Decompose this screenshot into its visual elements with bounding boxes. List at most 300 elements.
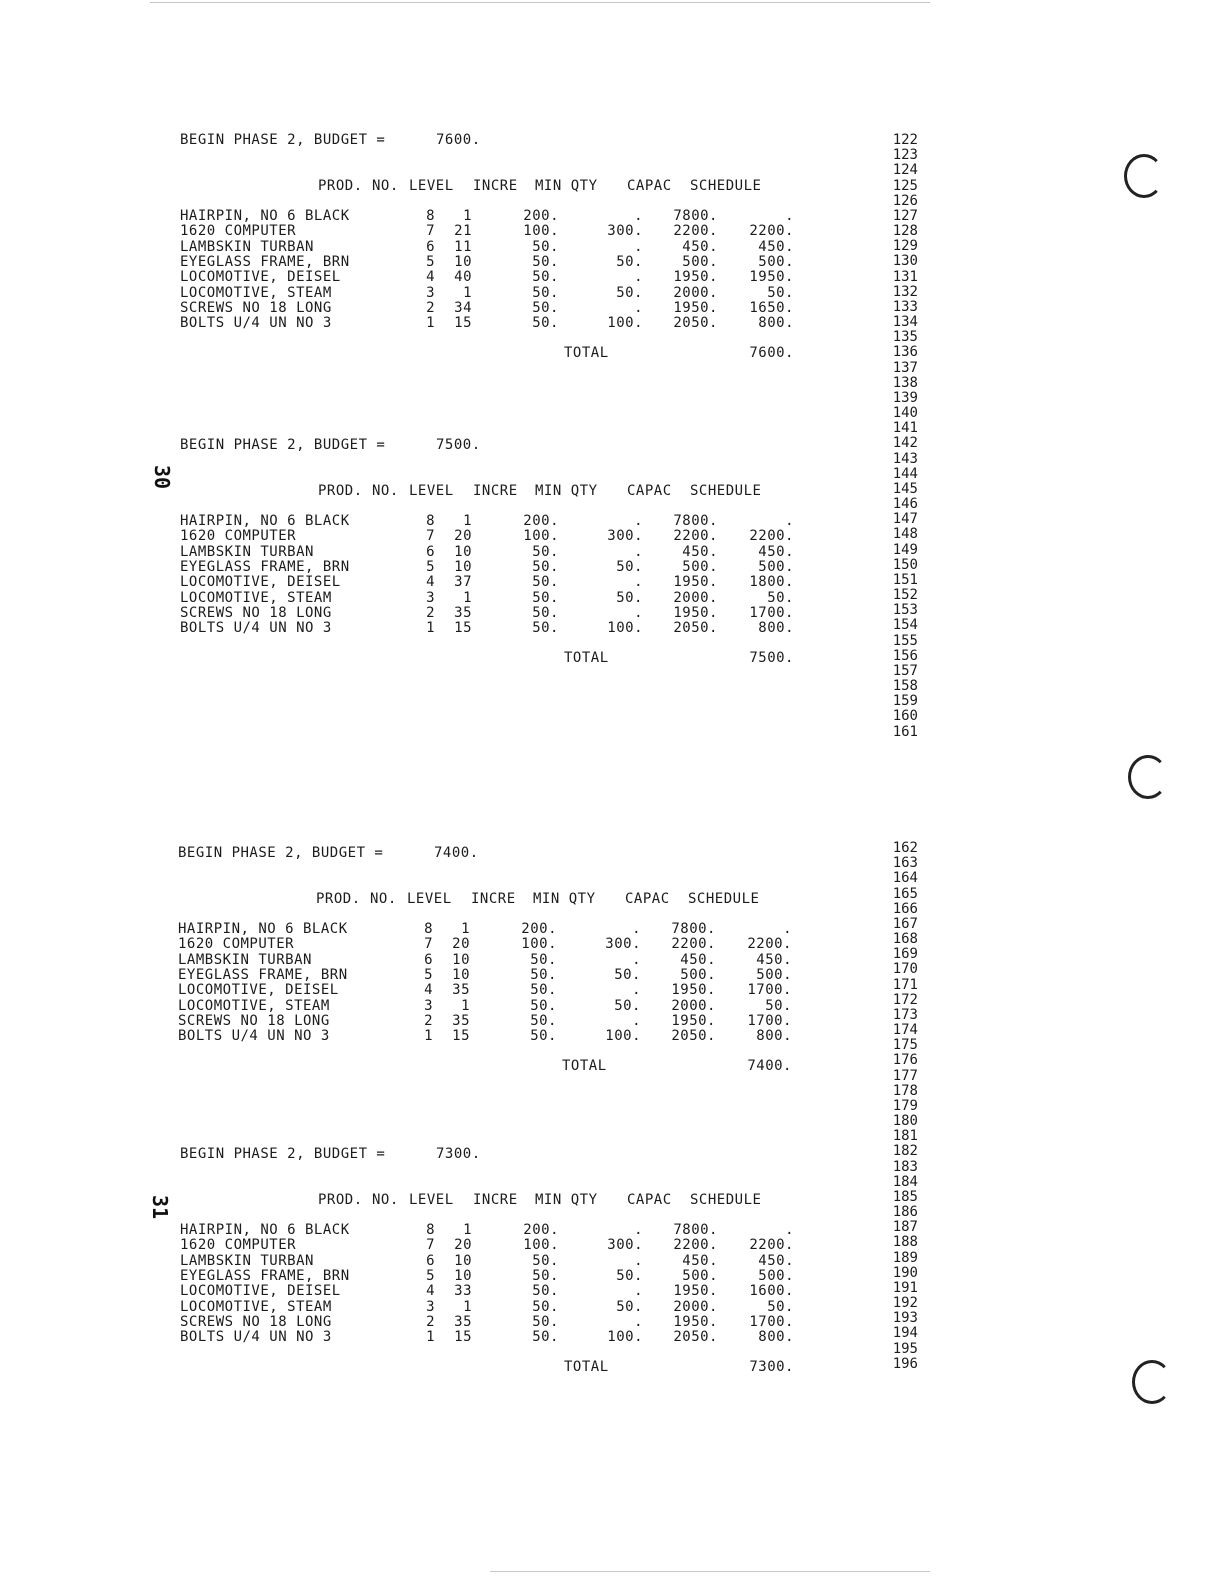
cell-capac: 2200. — [671, 936, 716, 953]
product-name: HAIRPIN, NO 6 BLACK — [178, 921, 348, 937]
cell-incre: 50. — [532, 1252, 559, 1269]
column-header: INCRE — [473, 1192, 518, 1208]
table-row — [180, 513, 800, 529]
cell-level: 35 — [454, 1313, 472, 1330]
cell-schedule: 1950. — [749, 269, 794, 286]
phase-heading-label: BEGIN PHASE 2, BUDGET = — [180, 1146, 386, 1162]
column-header: NO. — [372, 483, 399, 499]
line-number: 159 — [892, 693, 918, 710]
table-row — [180, 269, 800, 285]
table-row — [180, 1329, 800, 1345]
total-value: 7400. — [747, 1058, 792, 1074]
column-header: MIN QTY — [533, 891, 596, 907]
line-number: 190 — [892, 1264, 918, 1281]
table-row — [180, 315, 800, 331]
cell-incre: 100. — [523, 223, 559, 240]
table-row — [178, 998, 798, 1014]
cell-no: 3 — [426, 284, 435, 301]
cell-no: 7 — [426, 223, 435, 240]
line-number: 183 — [892, 1158, 918, 1175]
cell-no: 7 — [426, 528, 435, 545]
line-number: 124 — [892, 162, 918, 179]
product-name: LOCOMOTIVE, DEISEL — [180, 574, 341, 591]
line-number: 129 — [892, 238, 918, 255]
cell-min-qty: 50. — [616, 284, 643, 301]
cell-capac: 1950. — [673, 1313, 718, 1330]
column-header: PROD. — [316, 891, 361, 907]
cell-level: 15 — [452, 1028, 470, 1045]
column-header: SCHEDULE — [690, 178, 762, 194]
cell-min-qty: . — [634, 208, 643, 224]
punch-hole — [1132, 1360, 1172, 1404]
line-number: 143 — [892, 450, 918, 467]
phase-heading-label: BEGIN PHASE 2, BUDGET = — [178, 845, 384, 861]
column-header: SCHEDULE — [690, 483, 762, 499]
product-name: LAMBSKIN TURBAN — [178, 951, 312, 968]
table-row — [180, 620, 800, 636]
cell-level: 15 — [454, 315, 472, 332]
line-number: 180 — [892, 1113, 918, 1130]
total-row — [180, 1359, 800, 1375]
cell-capac: 500. — [682, 1267, 718, 1284]
cell-no: 7 — [424, 936, 433, 953]
cell-capac: 1950. — [671, 982, 716, 999]
margin-page-mark: 31 — [148, 1194, 173, 1220]
line-number: 150 — [892, 556, 918, 573]
product-name: LOCOMOTIVE, STEAM — [180, 284, 332, 301]
line-number: 165 — [892, 885, 918, 902]
cell-min-qty: . — [634, 513, 643, 529]
product-name: BOLTS U/4 UN NO 3 — [178, 1028, 330, 1045]
line-number: 178 — [892, 1082, 918, 1099]
cell-level: 15 — [454, 620, 472, 637]
product-name: SCREWS NO 18 LONG — [180, 1313, 332, 1330]
cell-level: 10 — [454, 558, 472, 575]
line-number: 125 — [892, 177, 918, 194]
cell-capac: 2050. — [673, 620, 718, 637]
cell-min-qty: 50. — [616, 558, 643, 575]
line-number: 182 — [892, 1143, 918, 1160]
cell-level: 10 — [454, 253, 472, 270]
total-row — [178, 1058, 798, 1074]
line-number: 158 — [892, 678, 918, 695]
line-number: 141 — [892, 420, 918, 437]
cell-incre: 100. — [523, 528, 559, 545]
cell-min-qty: 300. — [607, 528, 643, 545]
product-name: LOCOMOTIVE, DEISEL — [180, 1283, 341, 1300]
line-number: 153 — [892, 602, 918, 619]
total-label: TOTAL — [562, 1058, 607, 1074]
column-header: SCHEDULE — [688, 891, 760, 907]
cell-schedule: 450. — [758, 238, 794, 255]
cell-schedule: . — [783, 921, 792, 937]
column-header: INCRE — [473, 178, 518, 194]
line-number: 144 — [892, 465, 918, 482]
line-number: 176 — [892, 1052, 918, 1069]
phase-heading — [180, 1146, 481, 1162]
line-number: 137 — [892, 359, 918, 376]
cell-incre: 50. — [532, 253, 559, 270]
product-name: LAMBSKIN TURBAN — [180, 543, 314, 560]
product-name: BOLTS U/4 UN NO 3 — [180, 315, 332, 332]
table-row — [180, 590, 800, 606]
cell-no: 7 — [426, 1237, 435, 1254]
product-name: 1620 COMPUTER — [180, 528, 297, 545]
product-name: LOCOMOTIVE, DEISEL — [180, 269, 341, 286]
column-header: LEVEL — [409, 1192, 454, 1208]
product-name: LOCOMOTIVE, STEAM — [180, 1298, 332, 1315]
column-header: CAPAC — [627, 483, 672, 499]
cell-schedule: 1800. — [749, 574, 794, 591]
line-number: 168 — [892, 931, 918, 948]
line-number: 134 — [892, 314, 918, 331]
cell-no: 4 — [426, 269, 435, 286]
table-row — [180, 1222, 800, 1238]
cell-schedule: 2200. — [749, 528, 794, 545]
cell-incre: 50. — [530, 951, 557, 968]
cell-capac: 7800. — [673, 513, 718, 529]
product-name: BOLTS U/4 UN NO 3 — [180, 1329, 332, 1346]
cell-schedule: 500. — [758, 558, 794, 575]
cell-min-qty: . — [632, 1012, 641, 1029]
total-value: 7300. — [749, 1359, 794, 1375]
product-name: SCREWS NO 18 LONG — [180, 604, 332, 621]
cell-incre: 50. — [530, 1012, 557, 1029]
cell-capac: 2000. — [671, 997, 716, 1014]
product-name: EYEGLASS FRAME, BRN — [178, 966, 348, 983]
cell-capac: 2200. — [673, 528, 718, 545]
line-number: 160 — [892, 708, 918, 725]
cell-capac: 1950. — [673, 604, 718, 621]
cell-schedule: 800. — [758, 620, 794, 637]
line-number: 171 — [892, 976, 918, 993]
cell-level: 34 — [454, 299, 472, 316]
table-row — [178, 921, 798, 937]
cell-schedule: 500. — [758, 253, 794, 270]
cell-schedule: 450. — [756, 951, 792, 968]
budget-value: 7600. — [436, 132, 481, 148]
cell-level: 37 — [454, 574, 472, 591]
column-header: LEVEL — [407, 891, 452, 907]
cell-level: 10 — [454, 1252, 472, 1269]
cell-incre: 50. — [532, 574, 559, 591]
cell-schedule: 2200. — [749, 1237, 794, 1254]
budget-value: 7300. — [436, 1146, 481, 1162]
line-number: 195 — [892, 1340, 918, 1357]
cell-level: 35 — [454, 604, 472, 621]
cell-level: 20 — [454, 1237, 472, 1254]
table-row — [180, 528, 800, 544]
cell-capac: 2000. — [673, 1298, 718, 1315]
cell-level: 1 — [461, 921, 470, 937]
line-number: 173 — [892, 1006, 918, 1023]
column-header: CAPAC — [625, 891, 670, 907]
cell-no: 1 — [424, 1028, 433, 1045]
product-name: LOCOMOTIVE, STEAM — [180, 589, 332, 606]
cell-incre: 50. — [532, 604, 559, 621]
cell-incre: 50. — [530, 982, 557, 999]
cell-no: 4 — [424, 982, 433, 999]
line-number: 154 — [892, 617, 918, 634]
product-name: HAIRPIN, NO 6 BLACK — [180, 208, 350, 224]
column-header: NO. — [372, 1192, 399, 1208]
line-number: 156 — [892, 647, 918, 664]
cell-incre: 50. — [530, 997, 557, 1014]
cell-no: 6 — [426, 543, 435, 560]
cell-level: 1 — [463, 284, 472, 301]
cell-no: 6 — [426, 238, 435, 255]
product-name: 1620 COMPUTER — [180, 1237, 297, 1254]
table-row — [180, 1299, 800, 1315]
cell-schedule: 800. — [758, 1329, 794, 1346]
table-row — [180, 208, 800, 224]
line-number: 188 — [892, 1234, 918, 1251]
cell-level: 1 — [463, 208, 472, 224]
line-number: 179 — [892, 1097, 918, 1114]
cell-min-qty: 50. — [616, 1298, 643, 1315]
column-header: NO. — [372, 178, 399, 194]
column-header: NO. — [370, 891, 397, 907]
cell-level: 1 — [463, 589, 472, 606]
cell-capac: 450. — [682, 1252, 718, 1269]
phase-heading — [180, 437, 481, 453]
product-name: LAMBSKIN TURBAN — [180, 238, 314, 255]
cell-capac: 450. — [682, 238, 718, 255]
cell-schedule: 1650. — [749, 299, 794, 316]
table-row — [178, 936, 798, 952]
cell-incre: 200. — [523, 1222, 559, 1238]
line-number: 130 — [892, 253, 918, 270]
cell-min-qty: . — [634, 1313, 643, 1330]
cell-incre: 50. — [530, 966, 557, 983]
cell-min-qty: 100. — [607, 315, 643, 332]
cell-incre: 50. — [532, 1267, 559, 1284]
cell-incre: 100. — [521, 936, 557, 953]
column-header: LEVEL — [409, 483, 454, 499]
cell-incre: 50. — [532, 269, 559, 286]
line-number: 155 — [892, 632, 918, 649]
line-number: 122 — [892, 132, 918, 148]
cell-schedule: 1700. — [747, 1012, 792, 1029]
total-row — [180, 345, 800, 361]
product-name: 1620 COMPUTER — [180, 223, 297, 240]
line-number: 191 — [892, 1279, 918, 1296]
cell-incre: 50. — [532, 620, 559, 637]
product-name: BOLTS U/4 UN NO 3 — [180, 620, 332, 637]
line-number: 169 — [892, 946, 918, 963]
column-header: PROD. — [318, 178, 363, 194]
cell-capac: 2050. — [673, 315, 718, 332]
cell-min-qty: 100. — [607, 620, 643, 637]
cell-min-qty: 50. — [616, 1267, 643, 1284]
cell-capac: 500. — [682, 558, 718, 575]
cell-no: 5 — [424, 966, 433, 983]
cell-min-qty: . — [632, 982, 641, 999]
column-header: PROD. — [318, 1192, 363, 1208]
cell-no: 8 — [426, 1222, 435, 1238]
column-header: MIN QTY — [535, 178, 598, 194]
punch-hole — [1124, 154, 1164, 198]
cell-incre: 50. — [530, 1028, 557, 1045]
line-number: 185 — [892, 1188, 918, 1205]
cell-capac: 500. — [680, 966, 716, 983]
cell-level: 35 — [452, 1012, 470, 1029]
line-number: 145 — [892, 480, 918, 497]
table-row — [180, 1253, 800, 1269]
product-name: EYEGLASS FRAME, BRN — [180, 253, 350, 270]
cell-no: 2 — [426, 299, 435, 316]
table-row — [180, 605, 800, 621]
line-number: 147 — [892, 511, 918, 528]
cell-incre: 50. — [532, 1298, 559, 1315]
cell-no: 4 — [426, 574, 435, 591]
table-row — [180, 285, 800, 301]
cell-min-qty: . — [632, 921, 641, 937]
cell-min-qty: 300. — [607, 1237, 643, 1254]
line-number: 152 — [892, 587, 918, 604]
cell-level: 1 — [463, 1222, 472, 1238]
line-number: 196 — [892, 1355, 918, 1372]
cell-capac: 2050. — [671, 1028, 716, 1045]
line-number: 193 — [892, 1310, 918, 1327]
table-row — [180, 239, 800, 255]
cell-capac: 1950. — [671, 1012, 716, 1029]
cell-schedule: 800. — [756, 1028, 792, 1045]
cell-no: 3 — [426, 589, 435, 606]
table-row — [178, 967, 798, 983]
cell-min-qty: 100. — [605, 1028, 641, 1045]
cell-capac: 1950. — [673, 299, 718, 316]
product-name: SCREWS NO 18 LONG — [178, 1012, 330, 1029]
cell-schedule: 450. — [758, 1252, 794, 1269]
cell-incre: 50. — [532, 1313, 559, 1330]
cell-capac: 1950. — [673, 269, 718, 286]
cell-no: 1 — [426, 315, 435, 332]
table-row — [180, 574, 800, 590]
cell-capac: 7800. — [671, 921, 716, 937]
phase-heading — [178, 845, 479, 861]
line-number: 127 — [892, 207, 918, 224]
cell-min-qty: . — [634, 543, 643, 560]
cell-schedule: 2200. — [749, 223, 794, 240]
product-name: EYEGLASS FRAME, BRN — [180, 558, 350, 575]
table-row — [180, 1314, 800, 1330]
cell-level: 10 — [454, 543, 472, 560]
line-number: 148 — [892, 526, 918, 543]
cell-no: 2 — [426, 604, 435, 621]
cell-schedule: 1700. — [747, 982, 792, 999]
line-number: 149 — [892, 541, 918, 558]
product-name: LOCOMOTIVE, STEAM — [178, 997, 330, 1014]
line-number: 146 — [892, 496, 918, 513]
cell-incre: 50. — [532, 299, 559, 316]
column-header: MIN QTY — [535, 1192, 598, 1208]
cell-incre: 100. — [523, 1237, 559, 1254]
cell-capac: 2000. — [673, 284, 718, 301]
cell-no: 4 — [426, 1283, 435, 1300]
cell-min-qty: . — [634, 1283, 643, 1300]
phase-heading-label: BEGIN PHASE 2, BUDGET = — [180, 132, 386, 148]
line-number: 139 — [892, 389, 918, 406]
line-number: 126 — [892, 192, 918, 209]
line-number: 194 — [892, 1325, 918, 1342]
line-number: 192 — [892, 1295, 918, 1312]
punch-hole — [1128, 755, 1168, 799]
cell-min-qty: 50. — [616, 253, 643, 270]
product-name: LAMBSKIN TURBAN — [180, 1252, 314, 1269]
cell-min-qty: . — [634, 238, 643, 255]
cell-capac: 7800. — [673, 208, 718, 224]
cell-capac: 500. — [682, 253, 718, 270]
cell-schedule: 1600. — [749, 1283, 794, 1300]
total-label: TOTAL — [564, 1359, 609, 1375]
cell-schedule: . — [785, 208, 794, 224]
budget-value: 7400. — [434, 845, 479, 861]
cell-capac: 1950. — [673, 1283, 718, 1300]
cell-incre: 50. — [532, 315, 559, 332]
table-row — [180, 254, 800, 270]
line-number: 186 — [892, 1204, 918, 1221]
line-number: 136 — [892, 344, 918, 361]
line-number: 135 — [892, 329, 918, 346]
total-row — [180, 650, 800, 666]
cell-no: 2 — [424, 1012, 433, 1029]
cell-no: 1 — [426, 1329, 435, 1346]
total-value: 7500. — [749, 650, 794, 666]
cell-incre: 200. — [521, 921, 557, 937]
cell-schedule: . — [785, 513, 794, 529]
line-number: 189 — [892, 1249, 918, 1266]
line-number: 132 — [892, 283, 918, 300]
line-number: 138 — [892, 374, 918, 391]
cell-min-qty: . — [634, 574, 643, 591]
cell-no: 8 — [424, 921, 433, 937]
line-number: 177 — [892, 1067, 918, 1084]
cell-min-qty: 50. — [614, 997, 641, 1014]
cell-capac: 2200. — [673, 223, 718, 240]
cell-no: 6 — [424, 951, 433, 968]
cell-schedule: 50. — [767, 1298, 794, 1315]
cell-no: 8 — [426, 208, 435, 224]
product-name: 1620 COMPUTER — [178, 936, 295, 953]
cell-schedule: 1700. — [749, 604, 794, 621]
cell-incre: 50. — [532, 238, 559, 255]
cell-level: 10 — [454, 1267, 472, 1284]
column-header: PROD. — [318, 483, 363, 499]
column-header: INCRE — [473, 483, 518, 499]
cell-no: 6 — [426, 1252, 435, 1269]
line-number: 164 — [892, 870, 918, 887]
cell-level: 11 — [454, 238, 472, 255]
total-value: 7600. — [749, 345, 794, 361]
cell-schedule: 800. — [758, 315, 794, 332]
line-number: 133 — [892, 298, 918, 315]
table-row — [178, 982, 798, 998]
table-row — [178, 1013, 798, 1029]
cell-no: 5 — [426, 1267, 435, 1284]
paper-edge-top — [150, 2, 930, 3]
line-number: 131 — [892, 268, 918, 285]
budget-value: 7500. — [436, 437, 481, 453]
cell-level: 1 — [463, 513, 472, 529]
total-label: TOTAL — [564, 345, 609, 361]
phase-heading — [180, 132, 481, 148]
paper-edge-bottom — [490, 1571, 930, 1572]
cell-incre: 50. — [532, 589, 559, 606]
product-name: LOCOMOTIVE, DEISEL — [178, 982, 339, 999]
table-row — [178, 952, 798, 968]
line-number: 157 — [892, 662, 918, 679]
